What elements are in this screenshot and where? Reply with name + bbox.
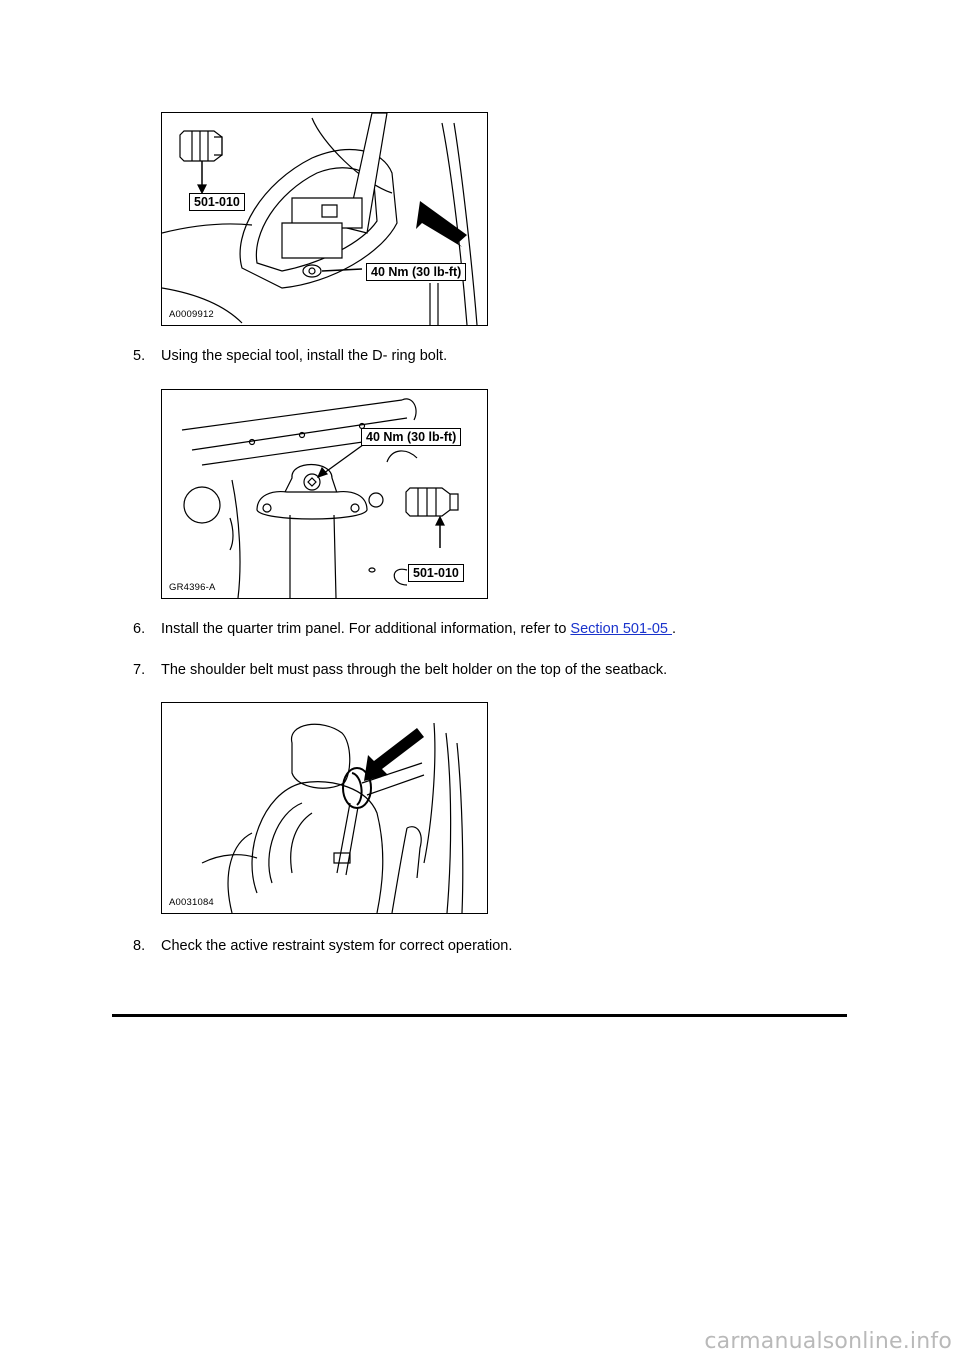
watermark: carmanualsonline.info (704, 1329, 952, 1354)
torque-callout: 40 Nm (30 lb-ft) (361, 428, 461, 446)
step-text: The shoulder belt must pass through the belt holder on the top of the seatback. (161, 662, 668, 678)
figure-id: GR4396-A (169, 582, 216, 593)
tool-number-callout: 501-010 (408, 564, 464, 582)
step-5 (133, 347, 447, 365)
figure-2-illustration (161, 389, 488, 599)
figure-3-illustration (161, 702, 488, 914)
step-text: Install the quarter trim panel. For additional information, refer to (161, 621, 571, 637)
step-7 (133, 661, 667, 679)
figure-id: A0009912 (169, 309, 214, 320)
tool-number-callout: 501-010 (189, 193, 245, 211)
figure-1-illustration (161, 112, 488, 326)
step-number: 5. (133, 348, 146, 364)
step-text-end: . (672, 621, 677, 637)
figure-id: A0031084 (169, 897, 214, 908)
step-number: 6. (133, 621, 146, 637)
step-6 (133, 620, 676, 638)
section-link[interactable]: Section 501-05 (570, 621, 672, 637)
step-number: 8. (133, 938, 146, 954)
section-divider (112, 1014, 847, 1017)
seatbelt-retractor-illustration (162, 113, 487, 325)
step-8 (133, 937, 512, 955)
step-text: Using the special tool, install the D- ring bolt. (161, 348, 448, 364)
step-number: 7. (133, 662, 146, 678)
torque-callout: 40 Nm (30 lb-ft) (366, 263, 466, 281)
step-text: Check the active restraint system for correct operation. (161, 938, 513, 954)
seatback-belt-holder-illustration (162, 703, 487, 913)
